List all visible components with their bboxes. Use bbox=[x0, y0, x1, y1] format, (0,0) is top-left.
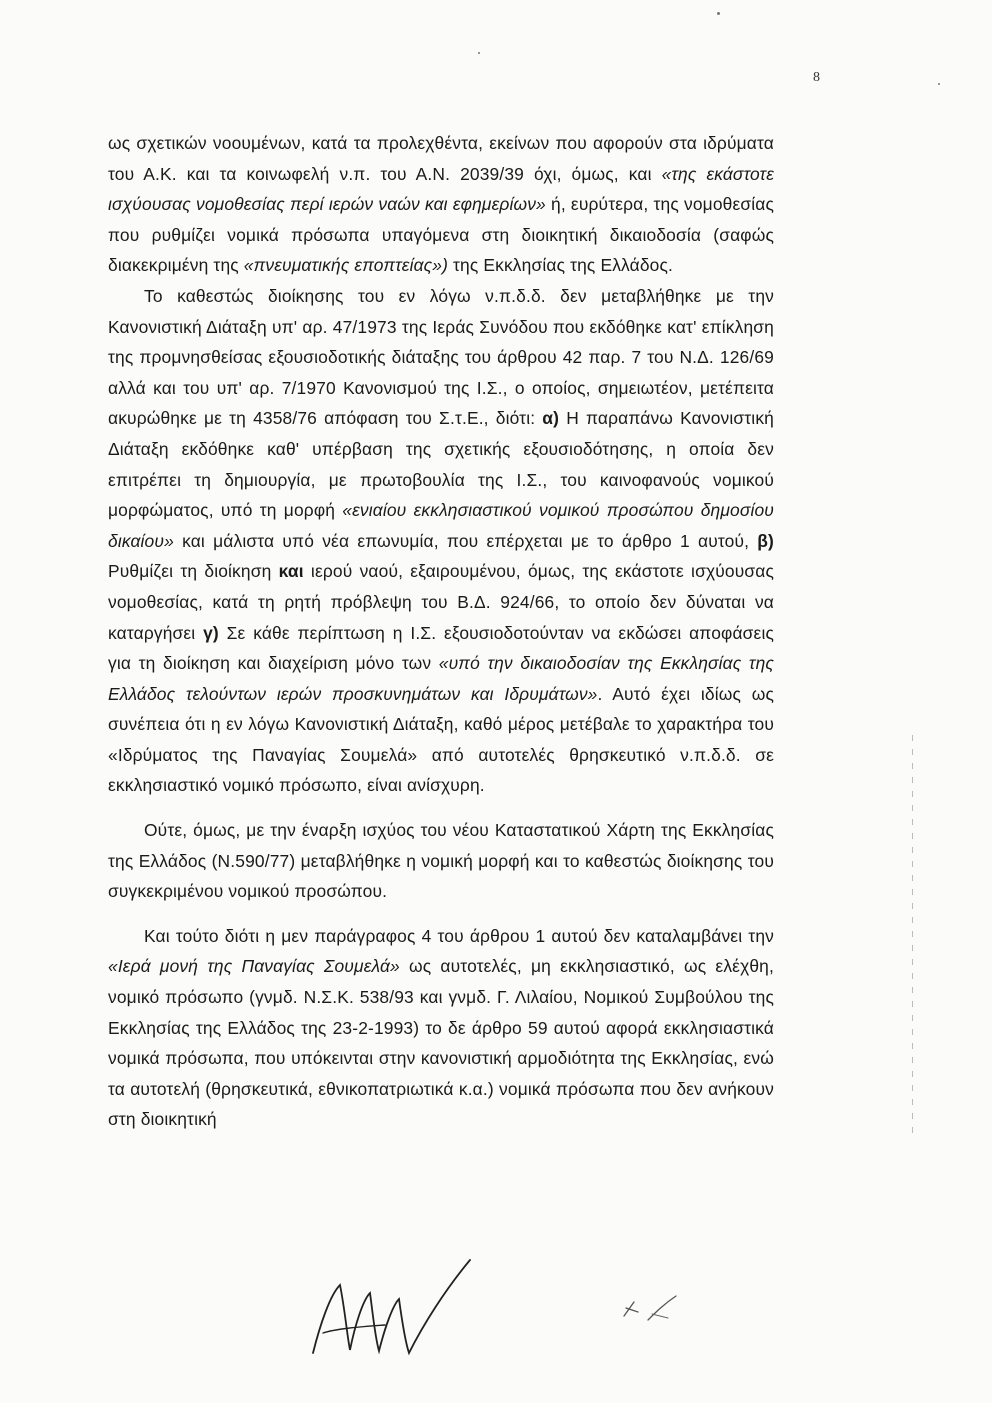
text-run: Το καθεστώς διοίκησης του εν λόγω ν.π.δ.δ. δεν μεταβλήθηκε με την Κανονιστική Διάταξη υπ' αρ. 47/1973 της Ιεράς Συνόδου που εκδόθηκε κατ' επίκληση της προμνησθείσας εξουσιοδοτικής διάταξης του άρθρου 42 παρ. 7 του Ν.Δ. 126/69 αλλά και του υπ' αρ. 7/1970 Κανονισμού της Ι.Σ., ο οποίος, σημειωτέον, μετέπειτα ακυρώθηκε με τη 4358/76 απόφαση του Σ.τ.Ε., διότι: bbox=[108, 285, 774, 429]
bold-marker: γ) bbox=[203, 622, 219, 643]
italic-quote: «υπό την δικαιοδοσίαν της Εκκλησίας της Ελλάδος τελούντων ιερών προσκυνημάτων και Ιδρυμάτων» bbox=[108, 653, 774, 704]
text-run: της Εκκλησίας της Ελλάδος. bbox=[448, 255, 673, 276]
scan-speck bbox=[717, 12, 720, 15]
italic-quote: «πνευματικής εποπτείας») bbox=[243, 255, 449, 276]
paragraph-1 bbox=[108, 128, 774, 281]
page-number: 8 bbox=[813, 70, 820, 85]
text-run: ως αυτοτελές, μη εκκλησιαστικό, ως ελέχθη, νομικό πρόσωπο (γνμδ. Ν.Σ.Κ. 538/93 και γνμδ. Γ. Λιλαίου, Νομικού Συμβούλου της Εκκλησίας της Ελλάδος της 23-2-1993) το δε άρθρο 59 αυτού αφορά εκκλησιαστικά νομικά πρόσωπα, που υπόκεινται στην κανονιστική αρμοδιότητα της Εκκλησίας, ενώ τα αυτοτελή (θρησκευτικά, εθνικοπατριωτικά κ.α.) νομικά πρόσωπα που δεν ανήκουν στη διοικητική bbox=[108, 956, 774, 1130]
bold-marker: και bbox=[278, 561, 304, 582]
text-run: Η παραπάνω Κανονιστική Διάταξη εκδόθηκε καθ' υπέρβαση της σχετικής εξουσιοδότησης, η οποία δεν επιτρέπει τη δημιουργία, με πρωτοβουλία της Ι.Σ., του καινοφανούς νομικού μορφώματος, υπό τη μορφή bbox=[108, 408, 774, 521]
text-run: Ούτε, όμως, με την έναρξη ισχύος του νέου Καταστατικού Χάρτη της Εκκλησίας της Ελλάδος (Ν.590/77) μεταβλήθηκε η νομική μορφή και το καθεστώς διοίκησης του συγκεκριμένου νομικού προσώπου. bbox=[108, 820, 774, 902]
handwritten-signature-icon bbox=[295, 1255, 485, 1365]
italic-quote: «Ιερά μονή της Παναγίας Σουμελά» bbox=[108, 956, 400, 977]
scan-margin-line bbox=[912, 735, 913, 1135]
text-run: ιερού ναού, εξαιρουμένου, όμως, της εκάστοτε ισχύουσας νομοθεσίας, κατά τη ρητή πρόβλεψη του Β.Δ. 924/66, το οποίο δεν δύναται να καταργήσει bbox=[108, 561, 774, 643]
paragraph-4 bbox=[108, 921, 774, 1135]
scan-speck bbox=[938, 83, 940, 85]
bold-marker: α) bbox=[542, 408, 560, 429]
text-run: Σε κάθε περίπτωση η Ι.Σ. εξουσιοδοτούνταν να εκδώσει αποφάσεις για τη διοίκηση και διαχείριση μόνο των bbox=[108, 622, 774, 674]
paragraph-3 bbox=[108, 815, 774, 907]
italic-quote: «της εκάστοτε ισχύουσας νομοθεσίας περί ιερών ναών και εφημερίων» bbox=[108, 163, 774, 215]
text-run: Και τούτο διότι η μεν παράγραφος 4 του άρθρου 1 αυτού δεν καταλαμβάνει την bbox=[144, 925, 774, 946]
document-body bbox=[108, 128, 774, 1135]
bold-marker: β) bbox=[757, 530, 774, 551]
text-run: ή, ευρύτερα, της νομοθεσίας που ρυθμίζει νομικά πρόσωπα υπαγόμενα στη διοικητική δικαιοδοσία (σαφώς διακεκριμένη της bbox=[108, 194, 774, 276]
paragraph-2 bbox=[108, 281, 774, 801]
scan-speck bbox=[478, 52, 480, 54]
text-run: . Αυτό έχει ιδίως ως συνέπεια ότι η εν λόγω Κανονιστική Διάταξη, καθό μέρος μετέβαλε το χαρακτήρα του «Ιδρύματος της Παναγίας Σουμελά» από αυτοτελές θρησκευτικό ν.π.δ.δ. σε εκκλησιαστικό νομικό πρόσωπο, είναι ανίσχυρη. bbox=[108, 683, 774, 796]
text-run: και μάλιστα υπό νέα επωνυμία, που επέρχεται με το άρθρο 1 αυτού, bbox=[173, 530, 758, 551]
italic-quote: «ενιαίου εκκλησιαστικού νομικού προσώπου δημοσίου δικαίου» bbox=[108, 500, 774, 551]
initials-mark-icon bbox=[618, 1290, 688, 1330]
text-run: Ρυθμίζει τη διοίκηση bbox=[108, 561, 279, 582]
text-run: ως σχετικών νοουμένων, κατά τα προλεχθέντα, εκείνων που αφορούν στα ιδρύματα του Α.Κ. και τα κοινωφελή ν.π. του Α.Ν. 2039/39 όχι, όμως, και bbox=[108, 133, 774, 184]
